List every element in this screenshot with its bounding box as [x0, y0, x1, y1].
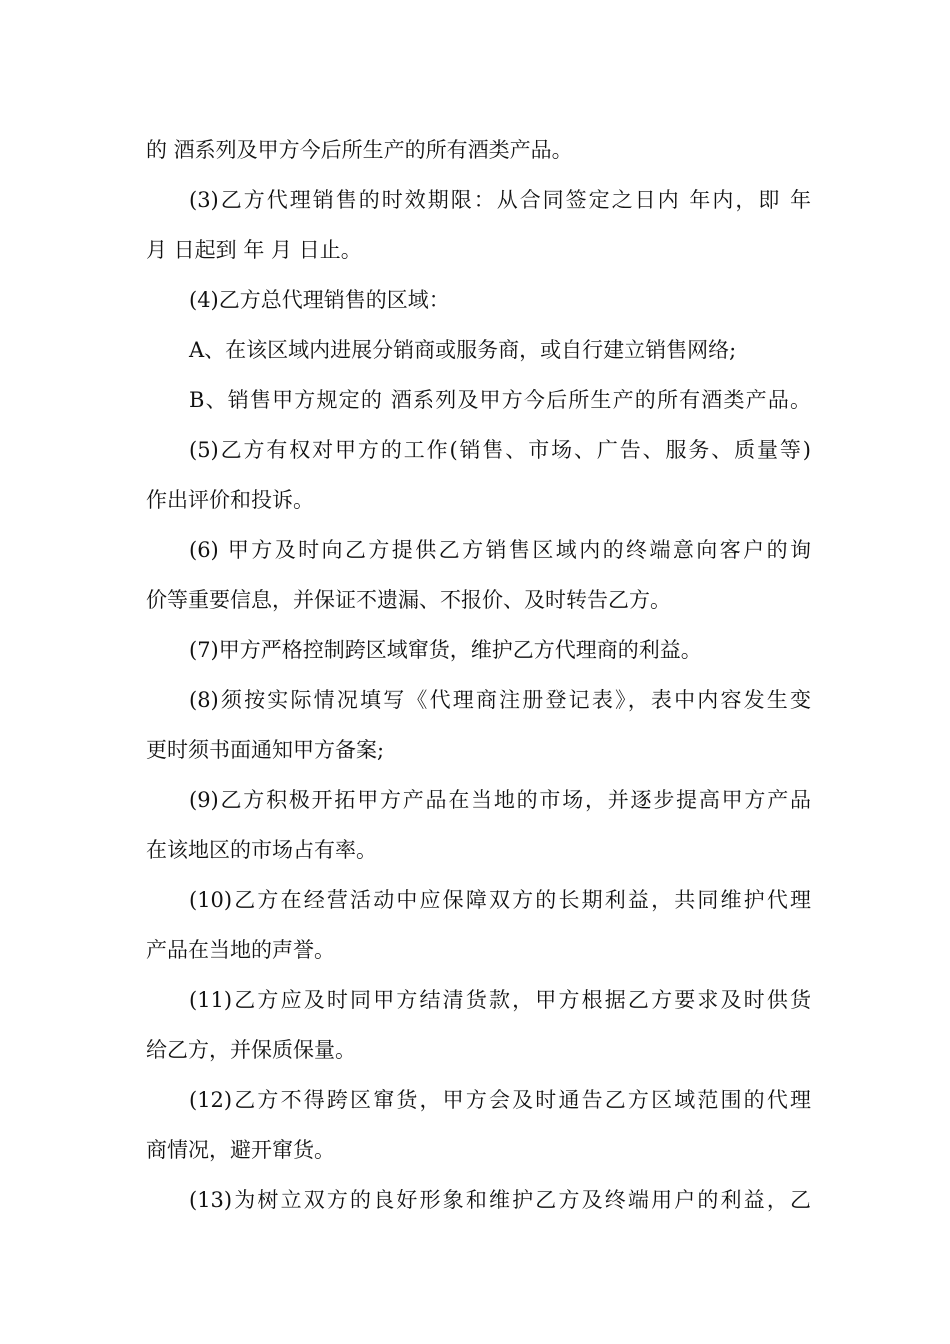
- text-line-11: (7)甲方严格控制跨区域窜货，维护乙方代理商的利益。: [189, 638, 702, 662]
- text-line-12: (8)须按实际情况填写《代理商注册登记表》，表中内容发生变: [189, 688, 811, 712]
- text-line-17: 产品在当地的声誉。: [146, 938, 335, 962]
- text-line-14: (9)乙方积极开拓甲方产品在当地的市场，并逐步提高甲方产品: [189, 788, 811, 812]
- text-line-3: 月 日起到 年 月 日止。: [146, 238, 362, 262]
- text-line-6: B、销售甲方规定的 酒系列及甲方今后所生产的所有酒类产品。: [189, 388, 811, 412]
- text-line-2: (3)乙方代理销售的时效期限：从合同签定之日内 年内，即 年: [189, 188, 811, 212]
- text-line-21: 商情况，避开窜货。: [146, 1138, 335, 1162]
- text-line-13: 更时须书面通知甲方备案;: [146, 738, 385, 762]
- text-line-7: (5)乙方有权对甲方的工作(销售、市场、广告、服务、质量等): [189, 438, 811, 462]
- text-line-4: (4)乙方总代理销售的区域：: [189, 288, 450, 312]
- text-line-8: 作出评价和投诉。: [146, 488, 314, 512]
- text-line-9: (6) 甲方及时向乙方提供乙方销售区域内的终端意向客户的询: [189, 538, 811, 562]
- text-line-10: 价等重要信息，并保证不遗漏、不报价、及时转告乙方。: [146, 588, 671, 612]
- text-line-22: (13)为树立双方的良好形象和维护乙方及终端用户的利益，乙: [189, 1188, 811, 1212]
- text-line-20: (12)乙方不得跨区窜货，甲方会及时通告乙方区域范围的代理: [189, 1088, 811, 1112]
- text-line-16: (10)乙方在经营活动中应保障双方的长期利益，共同维护代理: [189, 888, 811, 912]
- text-line-19: 给乙方，并保质保量。: [146, 1038, 356, 1062]
- text-line-5: A、在该区域内进展分销商或服务商，或自行建立销售网络;: [189, 338, 737, 362]
- text-line-1: 的 酒系列及甲方今后所生产的所有酒类产品。: [146, 138, 573, 162]
- text-line-18: (11)乙方应及时同甲方结清货款，甲方根据乙方要求及时供货: [189, 988, 811, 1012]
- text-line-15: 在该地区的市场占有率。: [146, 838, 377, 862]
